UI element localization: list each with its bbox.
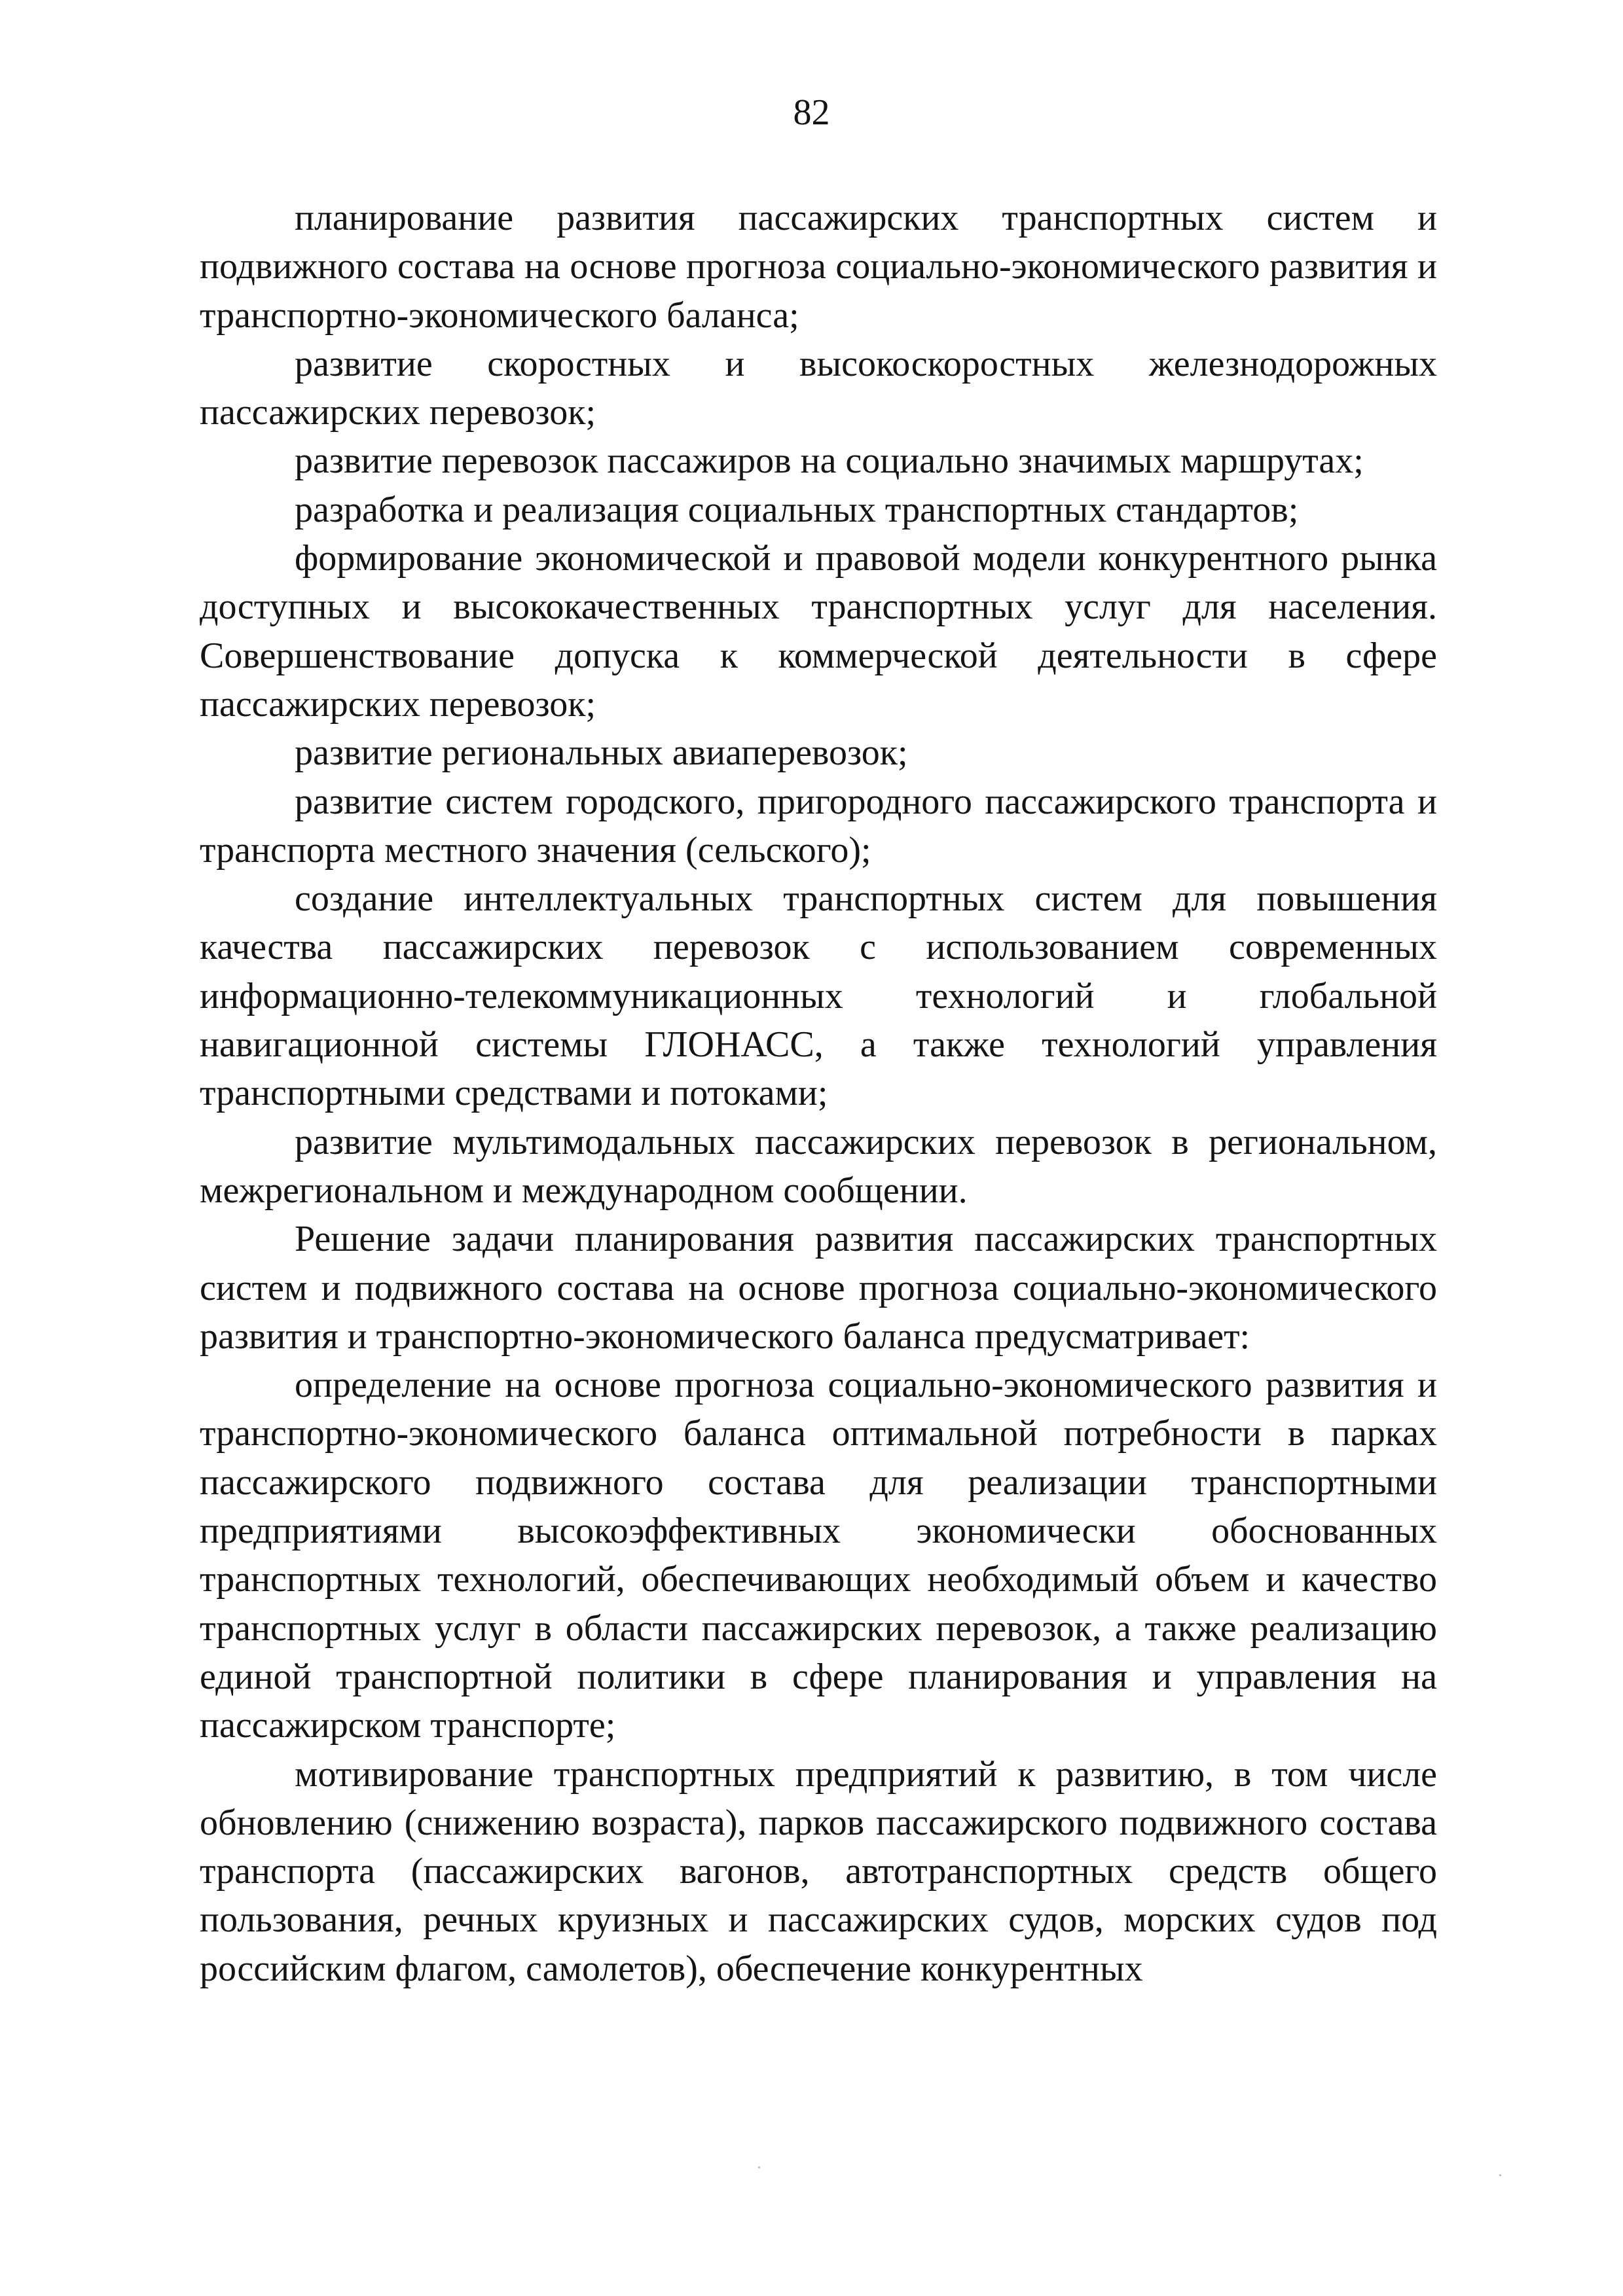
paragraph: мотивирование транспортных предприятий к развитию, в том числе обновлению (снижению возраста), парков пассажирского подвижного состава транспорта (пассажирских вагонов, автотранспортных средств общего пользования, речных круизных и пассажирских судов, морских судов под российским флагом, самолетов), обеспечение конкурентных: [200, 1753, 1437, 1989]
paragraph: развитие перевозок пассажиров на социально значимых маршрутах;: [295, 440, 1364, 482]
body-text: [200, 194, 1437, 1993]
paragraph: развитие скоростных и высокоскоростных железнодорожных пассажирских перевозок;: [200, 343, 1437, 433]
scan-speck: [1499, 2174, 1501, 2176]
paragraph: создание интеллектуальных транспортных систем для повышения качества пассажирских перевозок с использованием современных информационно-телекоммуникационных технологий и глобальной навигационной системы ГЛОНАСС, а также технологий управления транспортными средствами и потоками;: [200, 878, 1437, 1114]
page-number: 82: [793, 92, 830, 133]
paragraph: определение на основе прогноза социально-экономического развития и транспортно-экономического баланса оптимальной потребности в парках пассажирского подвижного состава для реализации транспортными предприятиями высокоэффективных экономически обоснованных транспортных технологий, обеспечивающих необходимый объем и качество транспортных услуг в области пассажирских перевозок, а также реализацию единой транспортной политики в сфере планирования и управления на пассажирском транспорте;: [200, 1365, 1437, 1746]
scan-speck: [758, 2166, 760, 2168]
paragraph: формирование экономической и правовой модели конкурентного рынка доступных и высококачественных транспортных услуг для населения. Совершенствование допуска к коммерческой деятельности в сфере пассажирских перевозок;: [200, 538, 1437, 725]
paragraph: разработка и реализация социальных транспортных стандартов;: [295, 489, 1299, 530]
paragraph: развитие мультимодальных пассажирских перевозок в региональном, межрегиональном и международном сообщении.: [200, 1121, 1437, 1211]
paragraph: развитие региональных авиаперевозок;: [295, 732, 908, 774]
paragraph: развитие систем городского, пригородного пассажирского транспорта и транспорта местного значения (сельского);: [200, 781, 1437, 870]
paragraph: планирование развития пассажирских транспортных систем и подвижного состава на основе прогноза социально-экономического развития и транспортно-экономического баланса;: [200, 198, 1437, 336]
paragraph: Решение задачи планирования развития пассажирских транспортных систем и подвижного состава на основе прогноза социально-экономического развития и транспортно-экономического баланса предусматривает:: [200, 1219, 1437, 1357]
